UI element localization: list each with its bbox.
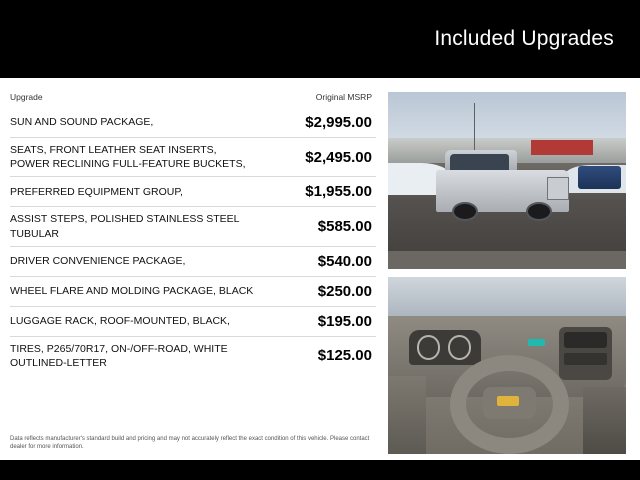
table-row — [10, 138, 376, 177]
column-header-msrp: Original MSRP — [315, 92, 372, 102]
upgrade-name: ASSIST STEPS, POLISHED STAINLESS STEEL TUBULAR — [10, 213, 240, 240]
content-panel — [0, 78, 640, 460]
radio-head-unit — [564, 332, 607, 348]
table-row — [10, 177, 376, 207]
table-header-row — [10, 92, 376, 108]
column-header-upgrade: Upgrade — [10, 92, 43, 102]
upgrade-price: $2,495.00 — [305, 148, 372, 166]
table-row — [10, 207, 376, 246]
truck-grille — [547, 177, 568, 200]
upgrade-price: $540.00 — [317, 252, 372, 270]
table-row — [10, 307, 376, 337]
disclaimer-text: Data reflects manufacturer's standard build and pricing and may not accurately reflect the exact condition of this vehicle. Please contact dealer for more information. — [10, 435, 370, 451]
upgrade-price: $1,955.00 — [305, 183, 372, 201]
upgrade-name: SUN AND SOUND PACKAGE, — [10, 116, 154, 129]
upgrade-price: $2,995.00 — [305, 114, 372, 131]
upgrade-price: $250.00 — [317, 282, 372, 300]
air-vent — [564, 353, 607, 365]
table-row — [10, 337, 376, 375]
table-row — [10, 277, 376, 307]
table-body — [10, 108, 376, 375]
photo-gallery — [388, 92, 628, 454]
vehicle-exterior-photo — [388, 92, 626, 269]
upgrade-name: WHEEL FLARE AND MOLDING PACKAGE, BLACK — [10, 285, 254, 298]
display-readout — [528, 339, 545, 346]
foreground-pavement — [388, 251, 626, 269]
upgrade-name: TIRES, P265/70R17, ON-/OFF-ROAD, WHITE OUTLINED-LETTER — [10, 342, 228, 369]
blue-vehicle — [578, 166, 621, 189]
upgrade-name: LUGGAGE RACK, ROOF-MOUNTED, BLACK, — [10, 315, 230, 328]
upgrades-table — [0, 78, 388, 460]
upgrade-name: SEATS, FRONT LEATHER SEAT INSERTS, POWER RECLINING FULL-FEATURE BUCKETS, — [10, 144, 246, 171]
upgrade-price: $585.00 — [317, 218, 372, 236]
upgrade-price: $195.00 — [317, 312, 372, 330]
upgrade-name: DRIVER CONVENIENCE PACKAGE, — [10, 255, 186, 268]
driver-door-panel — [388, 376, 426, 454]
upgrade-price: $125.00 — [317, 347, 372, 365]
upgrade-name: PREFERRED EQUIPMENT GROUP, — [10, 185, 183, 198]
table-row — [10, 247, 376, 277]
vehicle-interior-photo — [388, 277, 626, 454]
brand-emblem-icon — [497, 396, 518, 407]
table-row — [10, 108, 376, 138]
center-console — [583, 387, 626, 454]
page-title: Included Upgrades — [434, 27, 614, 50]
truck-windows — [450, 154, 510, 170]
header-bar — [0, 0, 640, 78]
